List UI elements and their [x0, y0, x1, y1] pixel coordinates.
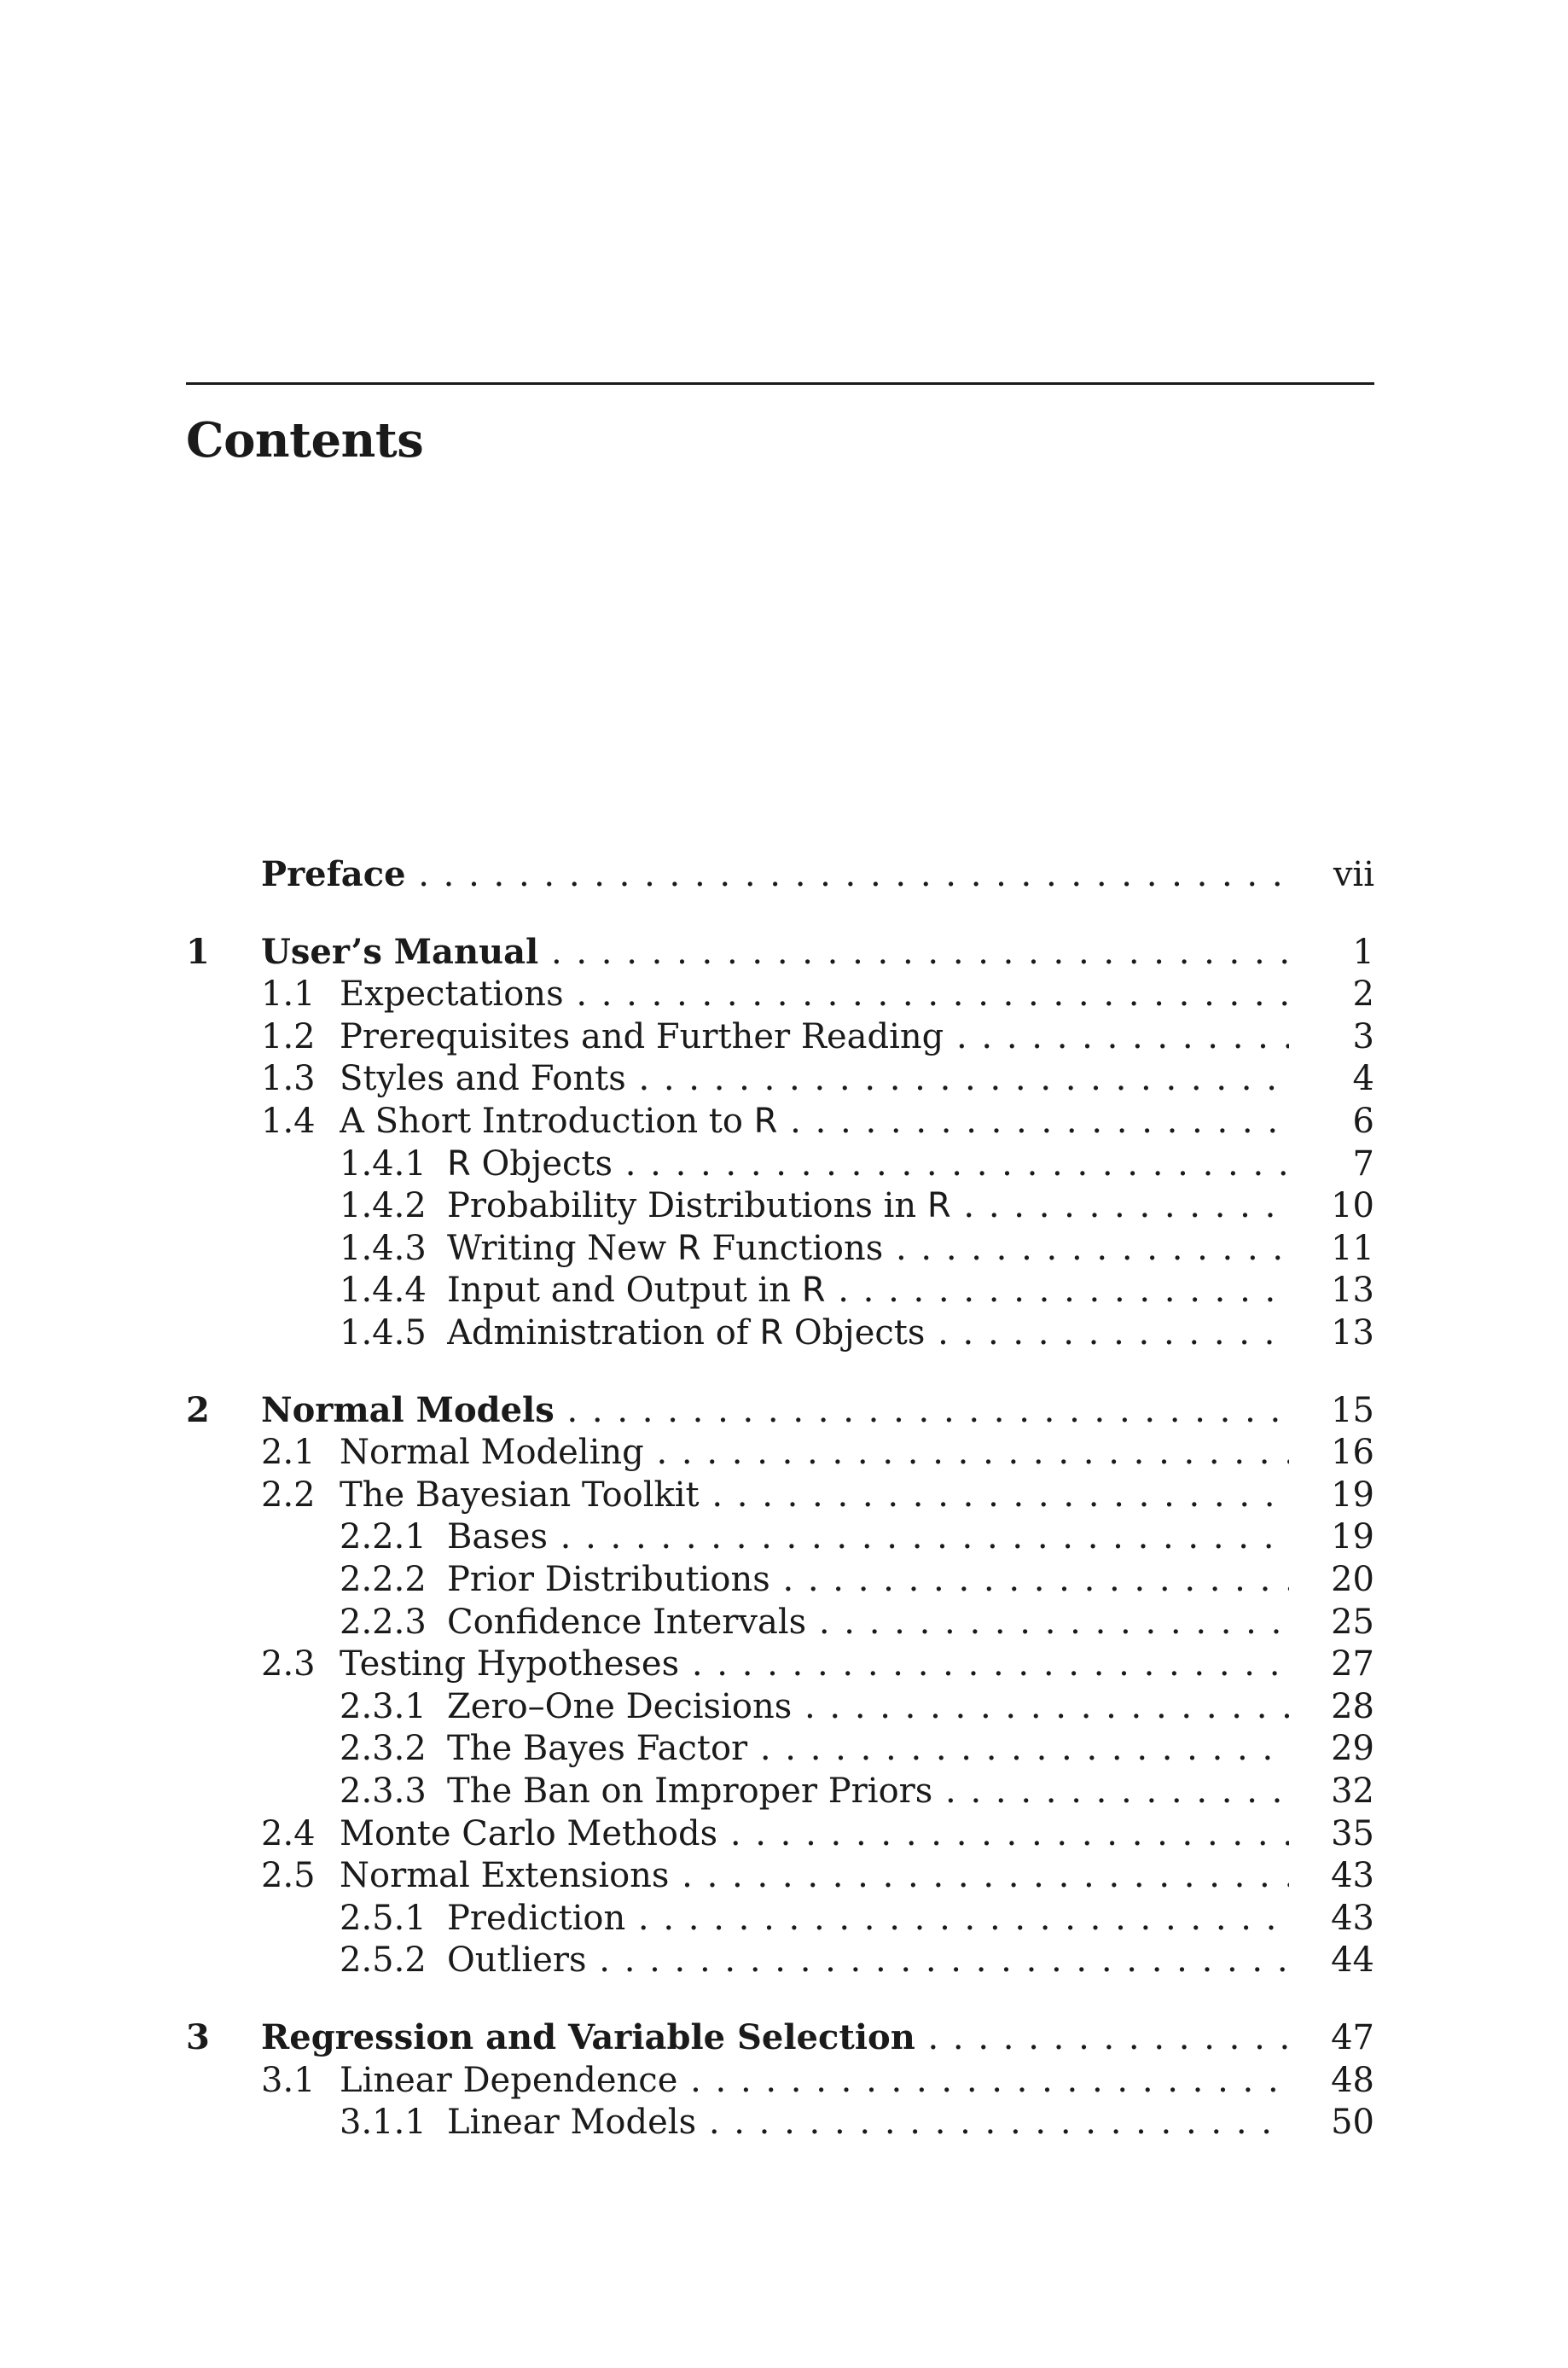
toc-entry-number: 2.3.2: [340, 1729, 427, 1768]
toc-entry-label: The Bayesian Toolkit: [340, 1475, 700, 1515]
toc-entry-label: Regression and Variable Selection: [261, 2017, 915, 2057]
toc-entry[interactable]: [0, 2059, 1568, 2102]
toc-entry-label: Normal Modeling: [340, 1433, 644, 1472]
toc-entry-label: Confidence Intervals: [447, 1603, 807, 1642]
toc-entry-number: 1: [186, 932, 210, 972]
toc-entry-label: A Short Introduction to R: [340, 1102, 778, 1141]
toc-entry-number: 1.4.1: [340, 1144, 427, 1184]
toc-entry-page-number: 19: [1289, 1474, 1374, 1516]
toc-entry-label: Prior Distributions: [447, 1560, 770, 1599]
toc-entry[interactable]: [0, 1184, 1568, 1227]
toc-entry-label: Probability Distributions in R: [447, 1186, 951, 1225]
toc-entry-label: Styles and Fonts: [340, 1059, 626, 1098]
toc-entry-label: Outliers: [447, 1940, 587, 1980]
toc-entry-label: Testing Hypotheses: [340, 1644, 680, 1684]
toc-entry-page-number: 29: [1289, 1727, 1374, 1770]
toc-entry[interactable]: [0, 1516, 1568, 1558]
toc-entry-page-number: 15: [1289, 1389, 1374, 1432]
toc-entry[interactable]: [0, 1227, 1568, 1270]
toc-entry-label: Prediction: [447, 1899, 626, 1938]
toc-entry-page-number: 35: [1289, 1812, 1374, 1855]
toc-entry-label: Input and Output in R: [447, 1271, 826, 1310]
toc-entry-label: Linear Dependence: [340, 2061, 678, 2100]
toc-entry-number: 1.1: [261, 975, 316, 1014]
toc-entry-number: 1.4.4: [340, 1271, 427, 1310]
toc-entry[interactable]: [0, 1312, 1568, 1354]
toc-entry-label: Linear Models: [447, 2103, 697, 2142]
toc-entry-page-number: 47: [1289, 2016, 1374, 2059]
toc-entry-label: R Objects: [447, 1144, 613, 1184]
toc-entry-page-number: 25: [1289, 1601, 1374, 1644]
toc-entry-page-number: 19: [1289, 1516, 1374, 1558]
toc-entry[interactable]: [0, 2016, 1568, 2059]
toc-entry-page-number: 50: [1289, 2101, 1374, 2144]
toc-entry-page-number: 11: [1289, 1227, 1374, 1270]
toc-entry[interactable]: [0, 1727, 1568, 1770]
toc-entry-label: Administration of R Objects: [447, 1313, 926, 1353]
toc-entry[interactable]: [0, 1389, 1568, 1432]
toc-entry[interactable]: [0, 1100, 1568, 1143]
toc-entry[interactable]: [0, 1897, 1568, 1940]
toc-entry[interactable]: [0, 1015, 1568, 1058]
toc-entry-page-number: 1: [1289, 931, 1374, 974]
toc-entry-number: 2.5.1: [340, 1899, 427, 1938]
toc-entry-label: Preface: [261, 854, 406, 894]
toc-entry-page-number: 4: [1289, 1057, 1374, 1100]
toc-entry-number: 1.4.3: [340, 1229, 427, 1268]
toc-entry-number: 1.4.2: [340, 1186, 427, 1225]
toc-entry[interactable]: [0, 1643, 1568, 1685]
toc-entry-number: 2.2.1: [340, 1517, 427, 1556]
toc-entry-number: 2.3.3: [340, 1772, 427, 1811]
page-title: Contents: [186, 412, 424, 468]
toc-entry-number: 1.4.5: [340, 1313, 427, 1353]
toc-entry[interactable]: [0, 973, 1568, 1015]
toc-entry[interactable]: [0, 1057, 1568, 1100]
toc-entry-label: Zero–One Decisions: [447, 1687, 793, 1726]
toc-entry-label: The Ban on Improper Priors: [447, 1772, 933, 1811]
toc-entry-number: 2.2.3: [340, 1603, 427, 1642]
toc-entry-page-number: 13: [1289, 1312, 1374, 1354]
toc-entry-page-number: vii: [1289, 853, 1374, 896]
toc-entry-number: 1.4: [261, 1102, 316, 1141]
toc-entry-page-number: 2: [1289, 973, 1374, 1015]
toc-entry-page-number: 48: [1289, 2059, 1374, 2102]
toc-entry-number: 2.1: [261, 1433, 316, 1472]
toc-entry[interactable]: [0, 1939, 1568, 1981]
toc-entry-page-number: 16: [1289, 1431, 1374, 1474]
toc-entry-number: 2.2: [261, 1475, 316, 1515]
toc-entry-label: Writing New R Functions: [447, 1229, 884, 1268]
toc-entry[interactable]: [0, 1854, 1568, 1897]
toc-entry[interactable]: [0, 2101, 1568, 2144]
toc-entry[interactable]: [0, 1431, 1568, 1474]
toc-entry-page-number: 32: [1289, 1770, 1374, 1812]
toc-entry-label: Normal Models: [261, 1390, 555, 1430]
toc-entry-page-number: 7: [1289, 1143, 1374, 1185]
toc-entry-page-number: 43: [1289, 1854, 1374, 1897]
toc-entry[interactable]: [0, 931, 1568, 974]
toc-entry-label: Bases: [447, 1517, 548, 1556]
toc-entry-page-number: 43: [1289, 1897, 1374, 1940]
toc-entry[interactable]: [0, 1143, 1568, 1185]
toc-entry[interactable]: [0, 1474, 1568, 1516]
toc-entry-page-number: 28: [1289, 1685, 1374, 1728]
toc-entry-number: 2.4: [261, 1814, 316, 1853]
toc-entry-page-number: 44: [1289, 1939, 1374, 1981]
toc-entry[interactable]: [0, 1770, 1568, 1812]
toc-entry-number: 2.3: [261, 1644, 316, 1684]
toc-entry-label: Monte Carlo Methods: [340, 1814, 718, 1853]
toc-entry-number: 3: [186, 2017, 210, 2057]
toc-entry-number: 2.5: [261, 1856, 316, 1895]
toc-entry[interactable]: [0, 1685, 1568, 1728]
toc-entry[interactable]: [0, 1601, 1568, 1644]
toc-entry[interactable]: [0, 1558, 1568, 1601]
toc-entry-label: The Bayes Factor: [447, 1729, 748, 1768]
toc-entry-page-number: 6: [1289, 1100, 1374, 1143]
toc-entry[interactable]: [0, 853, 1568, 896]
toc-entry-label: Expectations: [340, 975, 564, 1014]
toc-entry[interactable]: [0, 1269, 1568, 1312]
toc-entry-page-number: 13: [1289, 1269, 1374, 1312]
toc-entry-page-number: 20: [1289, 1558, 1374, 1601]
toc-entry-number: 2.5.2: [340, 1940, 427, 1980]
toc-entry-label: Normal Extensions: [340, 1856, 670, 1895]
toc-entry-number: 3.1: [261, 2061, 316, 2100]
toc-entry-page-number: 3: [1289, 1015, 1374, 1058]
toc-entry-page-number: 27: [1289, 1643, 1374, 1685]
toc-entry-label: Prerequisites and Further Reading: [340, 1017, 944, 1056]
toc-entry[interactable]: [0, 1812, 1568, 1855]
toc-entry-label: User’s Manual: [261, 932, 539, 972]
toc-entry-number: 2.2.2: [340, 1560, 427, 1599]
toc-entry-number: 1.2: [261, 1017, 316, 1056]
toc-entry-number: 2: [186, 1390, 210, 1430]
toc-entry-number: 3.1.1: [340, 2103, 427, 2142]
toc-entry-number: 2.3.1: [340, 1687, 427, 1726]
toc-entry-number: 1.3: [261, 1059, 316, 1098]
toc-entry-page-number: 10: [1289, 1184, 1374, 1227]
